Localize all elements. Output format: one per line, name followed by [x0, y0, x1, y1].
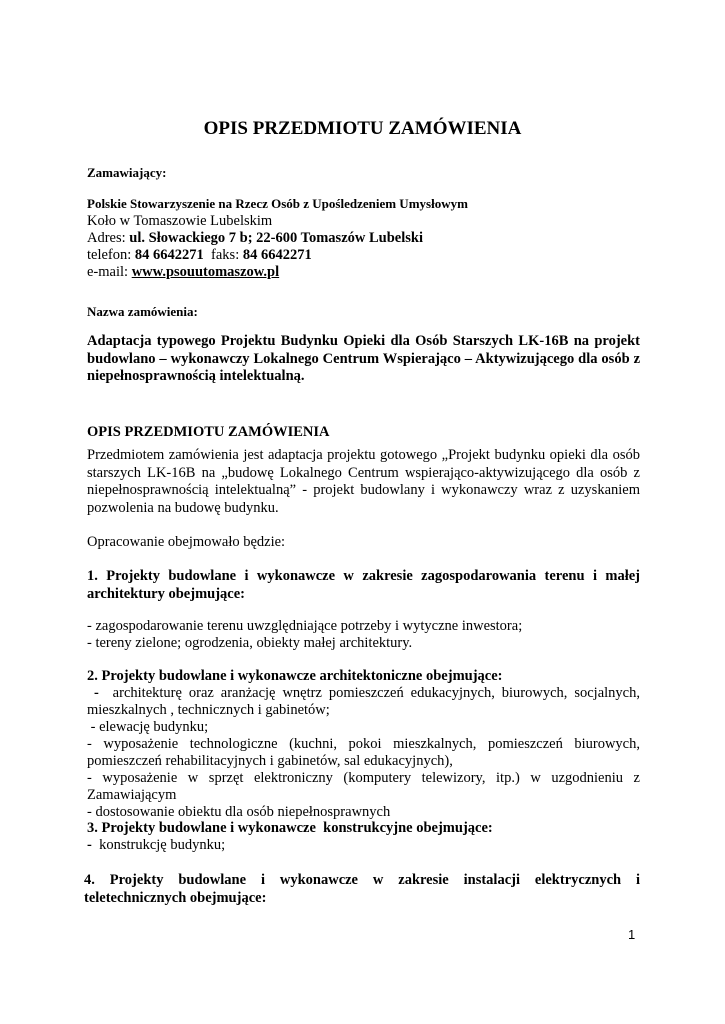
section-2-heading: 2. Projekty budowlane i wykonawcze architektoniczne obejmujące:: [87, 668, 503, 684]
section-4-heading: 4. Projekty budowlane i wykonawcze w zakresie instalacji elektrycznych i teletechnicznych obejmujące:: [84, 872, 640, 906]
document-title: OPIS PRZEDMIOTU ZAMÓWIENIA: [203, 118, 522, 139]
section-2-item-1: [87, 685, 640, 719]
description-heading-text: OPIS PRZEDMIOTU ZAMÓWIENIA: [87, 424, 330, 440]
section-2-item-2: - elewację budynku;: [87, 719, 209, 735]
phone-label: telefon:: [87, 247, 135, 263]
address-value: ul. Słowackiego 7 b; 22-600 Tomaszów Lubelski: [129, 230, 423, 246]
section-1-heading: 1. Projekty budowlane i wykonawcze w zakresie zagospodarowania terenu i małej architektury obejmujące:: [87, 568, 640, 602]
section-3-item-1-text: konstrukcję budynku;: [95, 837, 226, 853]
order-name-text: Adaptacja typowego Projektu Budynku Opieki dla Osób Starszych LK-16B na projekt budowlano – wykonawczy Lokalnego Centrum Wspierająco – Aktywizującego dla osób z niepełnosprawnością intelektualną.: [87, 333, 640, 384]
orderer-email: [87, 264, 640, 281]
orderer-phone-fax: [87, 247, 640, 264]
description-intro: Przedmiotem zamówienia jest adaptacja projektu gotowego „Projekt budynku opieki dla osób starszych LK-16B na „budowę Lokalnego Centrum wspierająco-aktywizującego dla osób z niepełnosprawnością intelektualną” - projekt budowlany i wykonawczy wraz z uzyskaniem pozwolenia na budowę budynku.: [87, 447, 640, 516]
section-2-item-4: - wyposażenie w sprzęt elektroniczny (komputery telewizory, itp.) w uzgodnieniu z Zamawiającym: [87, 770, 640, 804]
section-1-item-1: - zagospodarowanie terenu uwzględniające potrzeby i wytyczne inwestora;: [87, 618, 523, 634]
fax-label: faks:: [203, 247, 243, 263]
section-3-item-1: [87, 837, 640, 854]
section-3-item-1-dash: -: [87, 837, 96, 853]
email-link[interactable]: www.psouutomaszow.pl: [131, 264, 280, 280]
section-2-item-5: - dostosowanie obiektu dla osób niepełnosprawnych: [87, 804, 391, 820]
scope-intro: Opracowanie obejmowało będzie:: [87, 534, 286, 550]
fax-value: 84 6642271: [242, 247, 312, 263]
description-heading: [87, 424, 640, 441]
section-2-item-1-text: architekturę oraz aranżację wnętrz pomieszczeń edukacyjnych, biurowych, socjalnych, mieszkalnych , technicznych i gabinetów;: [87, 685, 640, 719]
address-label: Adres:: [87, 230, 130, 246]
orderer-address: [87, 230, 640, 247]
order-name-label: Nazwa zamówienia:: [87, 304, 198, 319]
email-label: e-mail:: [87, 264, 132, 280]
section-2-item-3: - wyposażenie technologiczne (kuchni, pokoi mieszkalnych, pomieszczeń biurowych, pomieszczeń rehabilitacyjnych i gabinetów, sal edukacyjnych),: [87, 736, 640, 770]
phone-value: 84 6642271: [134, 247, 204, 263]
section-1-item-2: - tereny zielone; ogrodzenia, obiekty małej architektury.: [87, 635, 413, 651]
orderer-branch: Koło w Tomaszowie Lubelskim: [87, 213, 273, 229]
section-3-heading: 3. Projekty budowlane i wykonawcze konstrukcyjne obejmujące:: [87, 820, 493, 836]
page-number: 1: [628, 927, 636, 942]
section-2-item-1-dash: -: [87, 685, 106, 701]
orderer-label: Zamawiający:: [87, 165, 167, 180]
orderer-org-name: Polskie Stowarzyszenie na Rzecz Osób z Upośledzeniem Umysłowym: [87, 196, 468, 211]
